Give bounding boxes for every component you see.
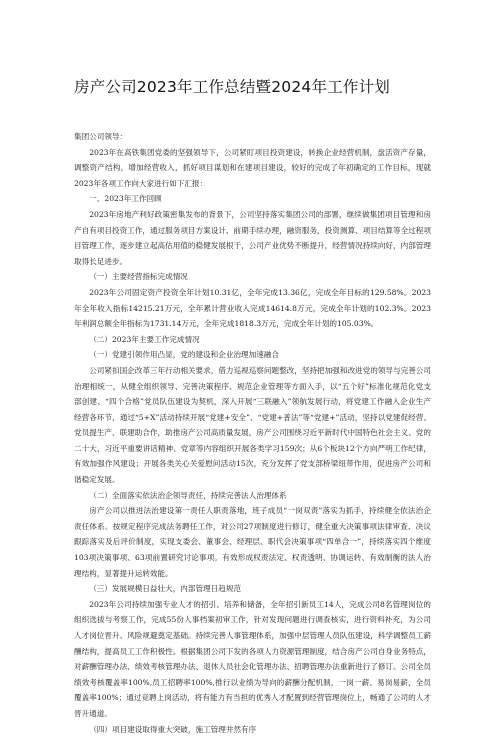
heading-management: （三）发展规模日益壮大，内部管理日趋规范: [89, 584, 242, 594]
heading-rule-of-law: （二）全面落实依法治企领导责任，持续完善法人治理体系: [89, 490, 287, 500]
heading-main-work: （二）2023年主要工作完成情况: [89, 334, 200, 344]
document-title: 房产公司2023年工作总结暨2024年工作计划: [74, 78, 390, 96]
paragraph-indicators: 2023年公司固定资产投资全年计划10.31亿，全年完成13.36亿，完成全年目标的129.58%。2023年全年收入指标14215.21万元，全年累计营业收入完成14614.8万元，完成全年计划的102.3%。2023年利润总额全年指标为1731.14万元，全年完成1818.3万元，完成全年计划的105.03%。: [74, 287, 431, 329]
heading-project-construction: （四）项目建设取得重大突破，施工管理井然有序: [89, 724, 257, 734]
paragraph-rule-of-law: 房产公司以推进法治建设第一责任人职责落地，班子成员“一岗双责”落实为抓手，持续健全依法治企责任体系。按规定程序完成法务聘任工作，对公司27项制度进行修订，健全重大决策事项法律审查、决议跟踪落实及后评价制度，实现支委会、董事会、经理层、职代会决策事项“四单合一”，持续落实四个维度103项决策事项、63项前置研究讨论事项。有效形成权责法定、权责透明、协调运转、有效制衡的法人治理结构，显著提升运转效能。: [74, 506, 431, 578]
heading-party-building: （一）党建引领作用凸显，党的建设和企业治理加速融合: [89, 350, 280, 360]
paragraph-management: 2023年公司持续加强专业人才的招引、培养和储备，全年招引新员工14人，完成公司8名管理岗位的组织选拔与考察工作，完成55份人事档案初审工作，针对发现问题进行调查核实，进行资料补充，为公司人才岗位晋升、风险规避奠定基础。持续完善人事管理体系，加强中层管理人员队伍建设，科学调整员工薪酬结构，提高员工工作积极性。根据集团公司下发的各项人力资源管理制度，结合房产公司自身业务特点，对薪酬管理办法、绩效考核管理办法、退休人员社会化管理办法、招聘管理办法重新进行了修订。公司全员绩效考核覆盖率100%,员工招聘率100%,推行以业绩为导向的薪酬分配机制，一岗一薪、易岗易薪，全员覆盖率100%；通过竞聘上岗活动，将有能力有当担的优秀人才配置到经营管理岗位上，畅通了公司的人才晋升通道。: [74, 599, 431, 718]
heading-indicators: （一）主要经营指标完成情况: [89, 272, 188, 282]
paragraph-intro: 2023年在高铁集团党委的坚强领导下，公司紧盯项目投资建设，转换企业经营机制，盘活资产存量，调整资产结构，增加经营收入，抓好项目谋划和在建项目建设，较好的完成了年初确定的工作目标，现就2023年各项工作向大家进行如下汇报：: [74, 147, 431, 188]
salutation: 集团公司领导：: [74, 132, 128, 141]
paragraph-party-building: 公司紧扣国企改革三年行动相关要求，借力巡视巡察问题整改，坚持把加强和改进党的领导与完善公司治理相统一，从健全组织领导、完善决策程序、规范企业管理等方面入手，以“五个好”标准化规范化党支部创建、“四个合格”党员队伍建设为契机，深入开展“三联融入”领航发展行动，将党建工作融入企业生产经营各环节，通过“5+X”活动持续开展“党建+安全”、“党建+普法”等“党建+”活动，坚持以党建促经营、党员提生产、联建助合作，助推房产公司高质量发展，房产公司围绕习近平新时代中国特色社会主义、党的二十大、习近平重要讲话精神、党章等内容组织开展各类学习159次；从6个板块12个方向严明工作纪律，有效加强作风建设；开展各类关心关爱慰问活动15次，充分发挥了党支部桥梁纽带作用，促进房产公司和谐稳定发展。: [74, 365, 431, 485]
document-body: [74, 129, 431, 737]
paragraph-review: 2023年房地产利好政策密集发布的背景下，公司坚持落实集团公司的部署，继续做集团项目管理和房产自有项目投资工作，通过服务项目方案设计、前期手续办理，融资服务，投资测算、项目结算等全过程项目管理工作，逐步建立起高估用值的稳健发展根干，公司产业优势不断提升，经营情况持续向好，内部管理取得长足进步。: [74, 209, 431, 266]
heading-review: 一、2023年工作回顾: [89, 194, 162, 204]
